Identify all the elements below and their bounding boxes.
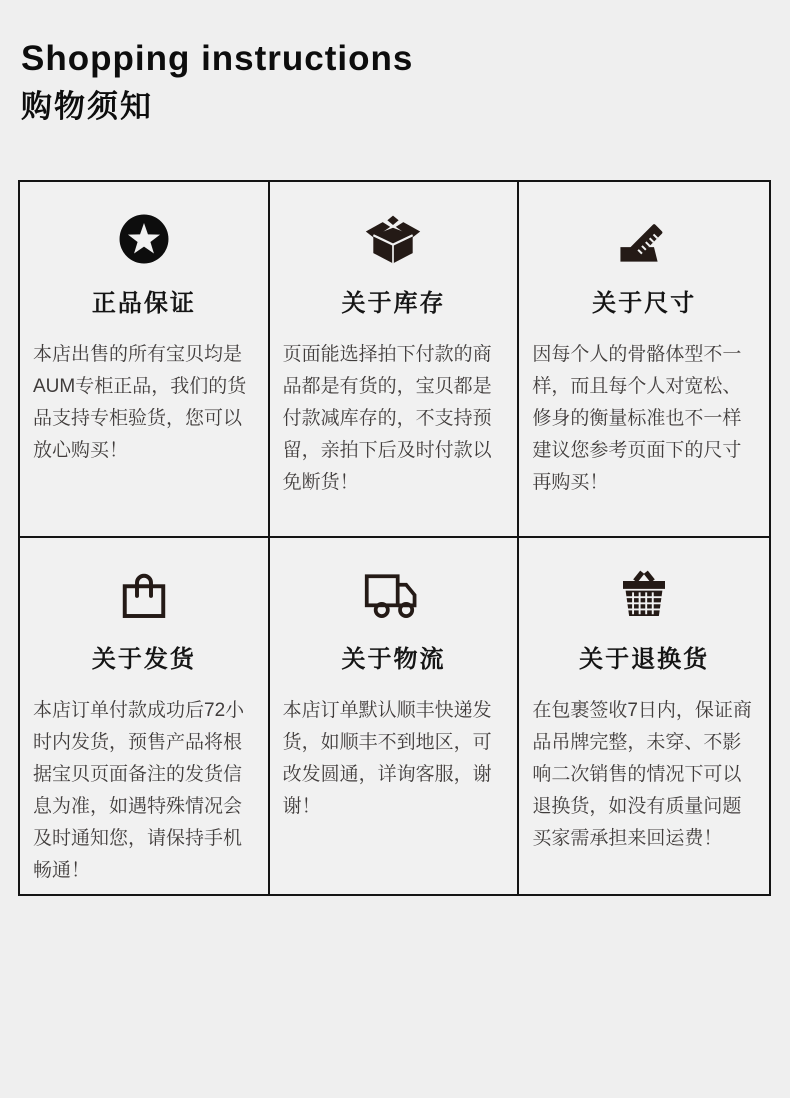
info-card-stock	[270, 182, 520, 538]
info-card-shipping	[20, 538, 270, 894]
open-box-icon	[363, 211, 423, 267]
shopping-bag-icon	[116, 567, 172, 623]
shopping-basket-icon	[616, 567, 672, 623]
card-title: 正品保证	[91, 290, 196, 317]
card-body: 页面能选择拍下付款的商品都是有货的，宝贝都是付款减库存的，不支持预留，亲拍下后及时付款以免断货！	[282, 344, 492, 493]
card-title: 关于发货	[91, 646, 196, 673]
card-body: 因每个人的骨骼体型不一样，而且每个人对宽松、修身的衡量标准也不一样建议您参考页面下的尺寸再购买！	[532, 344, 742, 493]
card-title: 关于库存	[341, 290, 446, 317]
card-body: 本店订单付款成功后72小时内发货，预售产品将根据宝贝页面备注的发货信息为准，如遇特殊情况会及时通知您，请保持手机畅通！	[33, 700, 245, 881]
card-title: 关于物流	[341, 646, 446, 673]
info-card-logistics	[270, 538, 520, 894]
page-title-en: Shopping instructions	[21, 39, 414, 78]
instructions-grid	[18, 180, 771, 896]
star-badge-icon	[117, 211, 171, 267]
card-title: 关于尺寸	[592, 290, 697, 317]
info-card-authenticity	[20, 182, 270, 538]
page-title-zh: 购物须知	[21, 89, 153, 124]
card-title: 关于退换货	[579, 646, 710, 673]
card-body: 本店出售的所有宝贝均是AUM专柜正品，我们的货品支持专柜验货，您可以放心购买！	[33, 344, 247, 461]
card-body: 在包裹签收7日内，保证商品吊牌完整，未穿、不影响二次销售的情况下可以退换货，如没有质量问题买家需承担来回运费！	[532, 700, 752, 849]
info-card-returns	[519, 538, 769, 894]
page-header	[0, 0, 790, 125]
ruler-icon	[615, 211, 673, 267]
info-card-size	[519, 182, 769, 538]
card-body: 本店订单默认顺丰快递发货，如顺丰不到地区，可改发圆通，详询客服，谢谢！	[282, 700, 492, 817]
delivery-truck-icon	[363, 567, 423, 623]
